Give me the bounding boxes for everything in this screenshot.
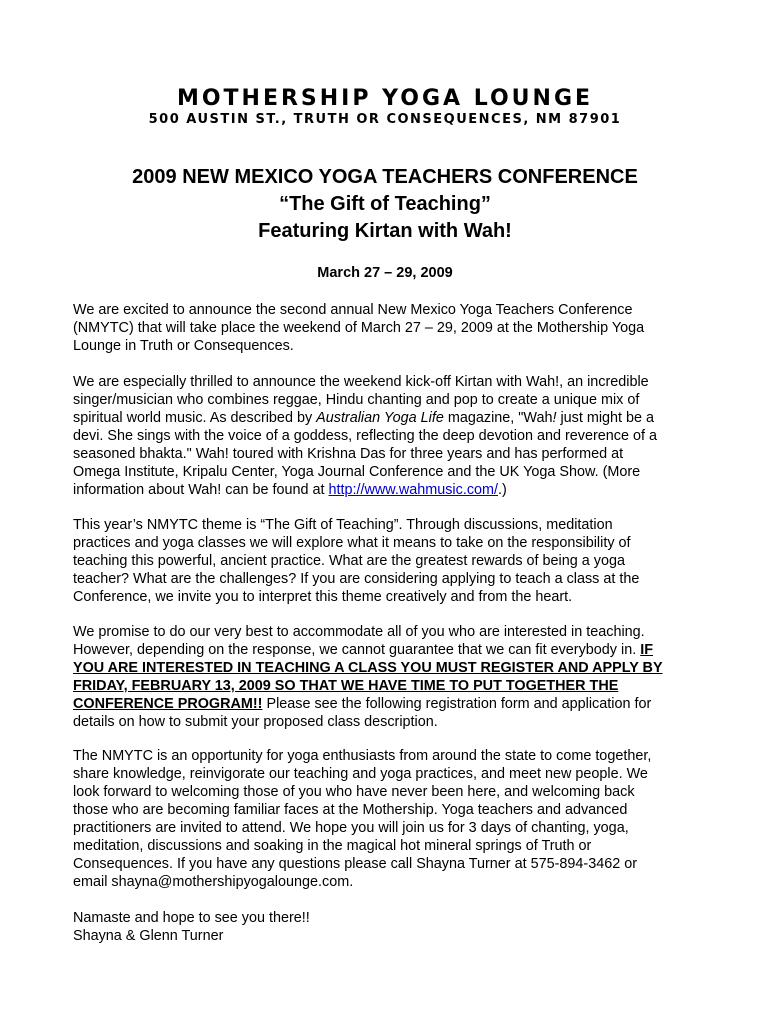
- text-line: teacher? What are the challenges? If you are considering applying to teach a class at the: [73, 571, 640, 587]
- conference-title: 2009 NEW MEXICO YOGA TEACHERS CONFERENCE: [132, 166, 638, 188]
- theme-paragraph: [73, 516, 701, 606]
- text-line: details on how to submit your proposed class description.: [73, 714, 438, 730]
- text-line: Omega Institute, Kripalu Center, Yoga Journal Conference and the UK Yoga Show. (More: [73, 464, 641, 480]
- text-line: information about Wah! can be found at http://www.wahmusic.com/.): [73, 482, 507, 498]
- registration-deadline-notice: FRIDAY, FEBRUARY 13, 2009 SO THAT WE HAVE TIME TO PUT TOGETHER THE: [73, 678, 619, 694]
- magazine-title: Australian Yoga Life: [316, 410, 444, 426]
- text-line: We are especially thrilled to announce the weekend kick-off Kirtan with Wah!, an incredible: [73, 374, 649, 390]
- intro-paragraph: [73, 301, 701, 355]
- lounge-name-heading: MOTHERSHIP YOGA LOUNGE: [176, 86, 594, 111]
- text-line: Namaste and hope to see you there!!: [73, 910, 310, 926]
- wahmusic-link[interactable]: http://www.wahmusic.com/: [328, 482, 499, 498]
- conference-dates: March 27 – 29, 2009: [317, 265, 453, 281]
- text-line: Conference, we invite you to interpret this theme creatively and from the heart.: [73, 589, 573, 605]
- text-line: seasoned bhakta." Wah! toured with Krishna Das for three years and has performed at: [73, 446, 624, 462]
- kirtan-paragraph: [73, 373, 701, 499]
- conference-feature: Featuring Kirtan with Wah!: [258, 220, 512, 242]
- text-line: spiritual world music. As described by Australian Yoga Life magazine, "Wah! just might be a: [73, 410, 655, 426]
- text-line: practices and yoga classes we will explore what it means to take on the responsibility of: [73, 535, 631, 551]
- text-line: meditation, discussions and soaking in the magical hot mineral springs of Truth or: [73, 838, 592, 854]
- signature-names: Shayna & Glenn Turner: [73, 928, 224, 944]
- opportunity-paragraph: [73, 747, 701, 891]
- registration-paragraph: [73, 623, 701, 731]
- registration-deadline-notice: YOU ARE INTERESTED IN TEACHING A CLASS YOU MUST REGISTER AND APPLY BY: [73, 660, 663, 676]
- text-line: those who are becoming familiar faces at the Mothership. Yoga teachers and advanced: [73, 802, 628, 818]
- text-line: (NMYTC) that will take place the weekend of March 27 – 29, 2009 at the Mothership Yoga: [73, 320, 645, 336]
- text-line: share knowledge, reinvigorate our teaching and yoga practices, and meet new people. We: [73, 766, 648, 782]
- text-line: However, depending on the response, we cannot guarantee that we can fit everybody in. IF: [73, 642, 653, 658]
- text-line: We are excited to announce the second annual New Mexico Yoga Teachers Conference: [73, 302, 633, 318]
- text-line: Lounge in Truth or Consequences.: [73, 338, 294, 354]
- lounge-address: 500 AUSTIN ST., TRUTH OR CONSEQUENCES, NM 87901: [148, 112, 622, 127]
- text-line: practitioners are invited to attend. We hope you will join us for 3 days of chanting, yoga,: [73, 820, 629, 836]
- text-line: We promise to do our very best to accommodate all of you who are interested in teaching.: [73, 624, 645, 640]
- text-line: The NMYTC is an opportunity for yoga enthusiasts from around the state to come together,: [73, 748, 652, 764]
- text-line: singer/musician who combines reggae, Hindu chanting and pop to create a unique mix of: [73, 392, 640, 408]
- text-line: Consequences. If you have any questions please call Shayna Turner at 575-894-3462 or: [73, 856, 638, 872]
- text-line: teaching this powerful, ancient practice. What are the greatest rewards of being a yoga: [73, 553, 625, 569]
- closing-signature: [73, 909, 701, 945]
- text-line: email shayna@mothershipyogalounge.com.: [73, 874, 354, 890]
- text-line: devi. She sings with the voice of a goddess, reflecting the deep devotion and reverence of a: [73, 428, 657, 444]
- text-line: look forward to welcoming those of you who have never been here, and welcoming back: [73, 784, 635, 800]
- text-line: CONFERENCE PROGRAM!! Please see the following registration form and application for: [73, 696, 652, 712]
- text-line: This year’s NMYTC theme is “The Gift of Teaching”. Through discussions, meditation: [73, 517, 613, 533]
- conference-theme: “The Gift of Teaching”: [279, 193, 491, 215]
